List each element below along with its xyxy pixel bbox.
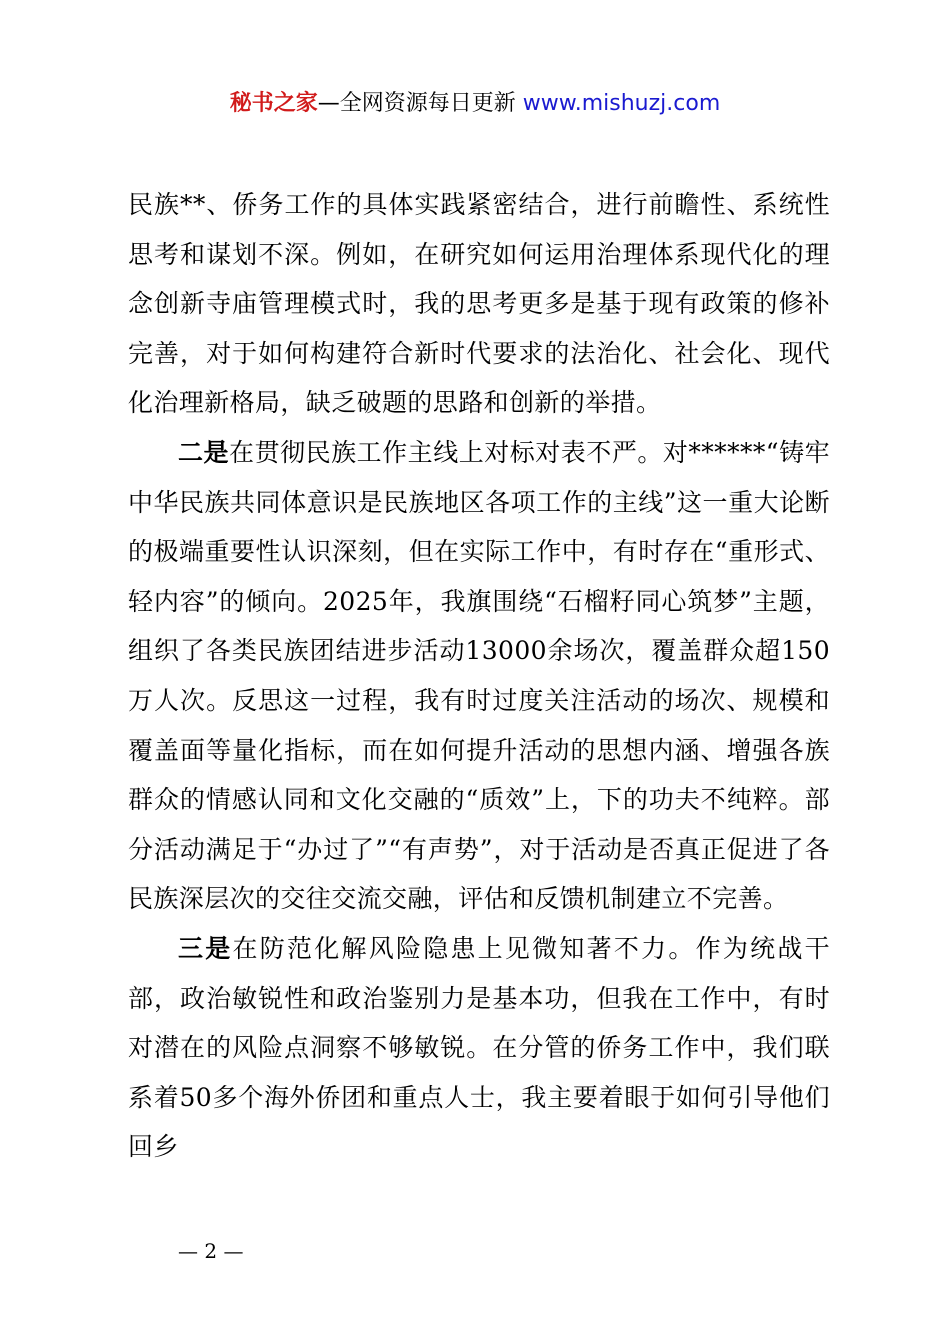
site-url-link[interactable]: www.mishuzj.com <box>522 91 721 116</box>
paragraph-text: 在防范化解风险隐患上见微知著不力。作为统战干部，政治敏锐性和政治鉴别力是基本功，但我在工作中，有时对潜在的风险点洞察不够敏锐。在分管的侨务工作中，我们联系着50多个海外侨团和重点人士，我主要着眼于如何引导他们回乡 <box>128 933 830 1162</box>
site-tagline: —全网资源每日更新 <box>317 91 523 116</box>
paragraph-lead: 三是 <box>178 933 233 963</box>
paragraph <box>128 180 830 428</box>
paragraph-text: 在贯彻民族工作主线上对标对表不严。对******“铸牢中华民族共同体意识是民族地区各项工作的主线”这一重大论断的极端重要性认识深刻，但在实际工作中，有时存在“重形式、轻内容”的倾向。2025年，我旗围绕“石榴籽同心筑梦”主题，组织了各类民族团结进步活动13000余场次，覆盖群众超150万人次。反思这一过程，我有时过度关注活动的场次、规模和覆盖面等量化指标，而在如何提升活动的思想内涵、增强各族群众的情感认同和文化交融的“质效”上，下的功夫不纯粹。部分活动满足于“办过了”“有声势”，对于活动是否真正促进了各民族深层次的交往交流交融，评估和反馈机制建立不完善。 <box>128 437 830 914</box>
paragraph-text: 民族**、侨务工作的具体实践紧密结合，进行前瞻性、系统性思考和谋划不深。例如，在研究如何运用治理体系现代化的理念创新寺庙管理模式时，我的思考更多是基于现有政策的修补完善，对于如何构建符合新时代要求的法治化、社会化、现代化治理新格局，缺乏破题的思路和创新的举措。 <box>128 190 830 418</box>
paragraph <box>128 428 830 924</box>
site-brand: 秘书之家 <box>229 91 318 116</box>
paragraph-lead: 二是 <box>178 437 230 467</box>
document-body <box>128 180 830 1172</box>
site-header <box>0 86 950 122</box>
page-number: — 2 — <box>178 1239 244 1263</box>
paragraph <box>128 924 830 1172</box>
